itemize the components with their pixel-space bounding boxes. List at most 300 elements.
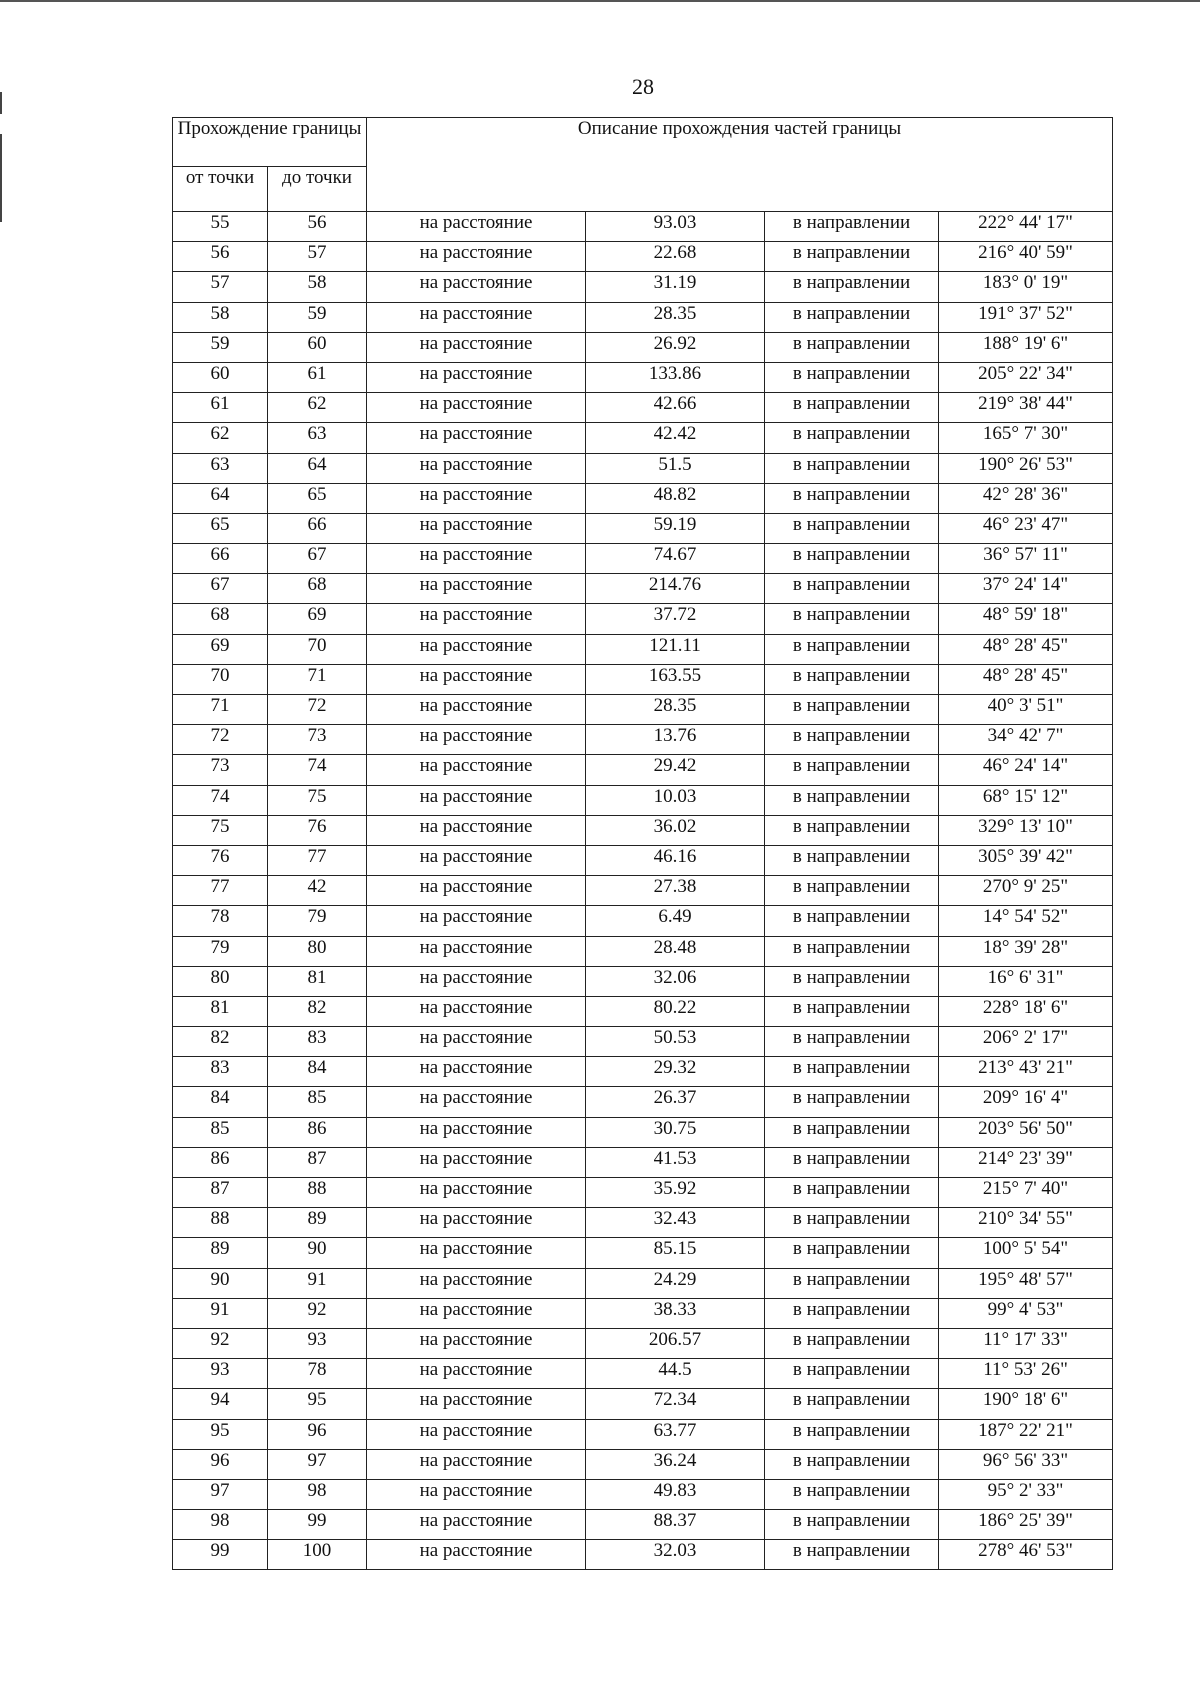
cell-to-point: 74 xyxy=(268,755,367,785)
cell-distance: 80.22 xyxy=(586,996,765,1026)
cell-direction-label: в направлении xyxy=(765,1389,939,1419)
cell-distance: 36.24 xyxy=(586,1449,765,1479)
cell-bearing: 278° 46' 53" xyxy=(939,1540,1113,1570)
cell-direction-label: в направлении xyxy=(765,362,939,392)
cell-distance-label: на расстояние xyxy=(367,1147,586,1177)
cell-bearing: 209° 16' 4" xyxy=(939,1087,1113,1117)
cell-from-point: 87 xyxy=(173,1178,268,1208)
cell-distance: 37.72 xyxy=(586,604,765,634)
cell-distance: 26.92 xyxy=(586,332,765,362)
cell-distance: 214.76 xyxy=(586,574,765,604)
cell-direction-label: в направлении xyxy=(765,845,939,875)
cell-direction-label: в направлении xyxy=(765,1087,939,1117)
cell-to-point: 57 xyxy=(268,242,367,272)
cell-distance-label: на расстояние xyxy=(367,1479,586,1509)
cell-bearing: 210° 34' 55" xyxy=(939,1208,1113,1238)
cell-to-point: 99 xyxy=(268,1510,367,1540)
cell-to-point: 56 xyxy=(268,212,367,242)
cell-direction-label: в направлении xyxy=(765,544,939,574)
cell-direction-label: в направлении xyxy=(765,242,939,272)
cell-to-point: 80 xyxy=(268,936,367,966)
cell-bearing: 40° 3' 51" xyxy=(939,695,1113,725)
cell-to-point: 63 xyxy=(268,423,367,453)
cell-from-point: 91 xyxy=(173,1298,268,1328)
table-row xyxy=(173,725,1113,755)
cell-distance: 32.06 xyxy=(586,966,765,996)
cell-direction-label: в направлении xyxy=(765,453,939,483)
cell-distance-label: на расстояние xyxy=(367,1117,586,1147)
cell-bearing: 95° 2' 33" xyxy=(939,1479,1113,1509)
cell-to-point: 87 xyxy=(268,1147,367,1177)
cell-from-point: 92 xyxy=(173,1328,268,1358)
header-passage: Прохождение границы xyxy=(173,118,367,167)
cell-distance: 59.19 xyxy=(586,513,765,543)
cell-bearing: 203° 56' 50" xyxy=(939,1117,1113,1147)
cell-direction-label: в направлении xyxy=(765,1298,939,1328)
cell-bearing: 37° 24' 14" xyxy=(939,574,1113,604)
cell-distance: 24.29 xyxy=(586,1268,765,1298)
cell-direction-label: в направлении xyxy=(765,966,939,996)
cell-distance-label: на расстояние xyxy=(367,755,586,785)
cell-distance-label: на расстояние xyxy=(367,332,586,362)
cell-to-point: 85 xyxy=(268,1087,367,1117)
cell-direction-label: в направлении xyxy=(765,1510,939,1540)
header-from-point: от точки xyxy=(173,167,268,212)
cell-distance: 32.03 xyxy=(586,1540,765,1570)
cell-distance: 32.43 xyxy=(586,1208,765,1238)
cell-bearing: 11° 53' 26" xyxy=(939,1359,1113,1389)
cell-distance: 51.5 xyxy=(586,453,765,483)
cell-bearing: 18° 39' 28" xyxy=(939,936,1113,966)
table-row xyxy=(173,332,1113,362)
cell-to-point: 72 xyxy=(268,695,367,725)
cell-bearing: 48° 28' 45" xyxy=(939,664,1113,694)
cell-distance-label: на расстояние xyxy=(367,393,586,423)
cell-distance-label: на расстояние xyxy=(367,996,586,1026)
cell-from-point: 62 xyxy=(173,423,268,453)
cell-to-point: 65 xyxy=(268,483,367,513)
cell-from-point: 67 xyxy=(173,574,268,604)
cell-distance: 22.68 xyxy=(586,242,765,272)
table-row xyxy=(173,1117,1113,1147)
cell-distance-label: на расстояние xyxy=(367,725,586,755)
table-row xyxy=(173,212,1113,242)
table-row xyxy=(173,785,1113,815)
table-row xyxy=(173,272,1113,302)
cell-direction-label: в направлении xyxy=(765,1117,939,1147)
cell-direction-label: в направлении xyxy=(765,664,939,694)
cell-to-point: 90 xyxy=(268,1238,367,1268)
cell-distance-label: на расстояние xyxy=(367,1298,586,1328)
table-row xyxy=(173,634,1113,664)
cell-to-point: 79 xyxy=(268,906,367,936)
cell-distance-label: на расстояние xyxy=(367,212,586,242)
cell-distance: 49.83 xyxy=(586,1479,765,1509)
cell-distance: 44.5 xyxy=(586,1359,765,1389)
table-body xyxy=(173,212,1113,1570)
cell-from-point: 66 xyxy=(173,544,268,574)
cell-bearing: 99° 4' 53" xyxy=(939,1298,1113,1328)
cell-direction-label: в направлении xyxy=(765,695,939,725)
cell-to-point: 73 xyxy=(268,725,367,755)
cell-distance: 27.38 xyxy=(586,876,765,906)
cell-direction-label: в направлении xyxy=(765,1057,939,1087)
cell-distance: 85.15 xyxy=(586,1238,765,1268)
cell-to-point: 97 xyxy=(268,1449,367,1479)
cell-distance-label: на расстояние xyxy=(367,1027,586,1057)
cell-from-point: 95 xyxy=(173,1419,268,1449)
cell-to-point: 82 xyxy=(268,996,367,1026)
cell-to-point: 91 xyxy=(268,1268,367,1298)
cell-distance-label: на расстояние xyxy=(367,272,586,302)
cell-from-point: 79 xyxy=(173,936,268,966)
cell-direction-label: в направлении xyxy=(765,906,939,936)
cell-distance-label: на расстояние xyxy=(367,574,586,604)
cell-to-point: 69 xyxy=(268,604,367,634)
cell-to-point: 95 xyxy=(268,1389,367,1419)
cell-distance: 41.53 xyxy=(586,1147,765,1177)
cell-direction-label: в направлении xyxy=(765,876,939,906)
cell-bearing: 329° 13' 10" xyxy=(939,815,1113,845)
cell-to-point: 59 xyxy=(268,302,367,332)
cell-bearing: 96° 56' 33" xyxy=(939,1449,1113,1479)
cell-bearing: 190° 26' 53" xyxy=(939,453,1113,483)
cell-from-point: 57 xyxy=(173,272,268,302)
cell-distance-label: на расстояние xyxy=(367,1449,586,1479)
scan-top-edge xyxy=(0,0,1200,2)
cell-direction-label: в направлении xyxy=(765,725,939,755)
table-row xyxy=(173,362,1113,392)
cell-distance-label: на расстояние xyxy=(367,544,586,574)
cell-distance-label: на расстояние xyxy=(367,453,586,483)
cell-from-point: 84 xyxy=(173,1087,268,1117)
cell-distance: 42.42 xyxy=(586,423,765,453)
table-row xyxy=(173,1087,1113,1117)
header-description: Описание прохождения частей границы xyxy=(367,118,1113,212)
cell-bearing: 215° 7' 40" xyxy=(939,1178,1113,1208)
cell-distance: 29.32 xyxy=(586,1057,765,1087)
cell-distance-label: на расстояние xyxy=(367,664,586,694)
cell-distance-label: на расстояние xyxy=(367,876,586,906)
table-row xyxy=(173,1510,1113,1540)
cell-from-point: 89 xyxy=(173,1238,268,1268)
cell-distance: 133.86 xyxy=(586,362,765,392)
cell-bearing: 205° 22' 34" xyxy=(939,362,1113,392)
cell-to-point: 60 xyxy=(268,332,367,362)
cell-distance: 48.82 xyxy=(586,483,765,513)
cell-distance-label: на расстояние xyxy=(367,1087,586,1117)
table-row xyxy=(173,1057,1113,1087)
table-row xyxy=(173,664,1113,694)
cell-bearing: 206° 2' 17" xyxy=(939,1027,1113,1057)
table-row xyxy=(173,513,1113,543)
cell-bearing: 305° 39' 42" xyxy=(939,845,1113,875)
cell-direction-label: в направлении xyxy=(765,815,939,845)
cell-bearing: 270° 9' 25" xyxy=(939,876,1113,906)
cell-from-point: 81 xyxy=(173,996,268,1026)
cell-distance-label: на расстояние xyxy=(367,483,586,513)
cell-direction-label: в направлении xyxy=(765,1328,939,1358)
cell-to-point: 88 xyxy=(268,1178,367,1208)
cell-from-point: 96 xyxy=(173,1449,268,1479)
table-row xyxy=(173,1328,1113,1358)
cell-bearing: 14° 54' 52" xyxy=(939,906,1113,936)
cell-to-point: 64 xyxy=(268,453,367,483)
cell-distance-label: на расстояние xyxy=(367,1208,586,1238)
page-number: 28 xyxy=(632,74,654,99)
cell-distance-label: на расстояние xyxy=(367,1057,586,1087)
cell-to-point: 77 xyxy=(268,845,367,875)
table-row xyxy=(173,1178,1113,1208)
cell-distance-label: на расстояние xyxy=(367,695,586,725)
cell-to-point: 89 xyxy=(268,1208,367,1238)
cell-bearing: 187° 22' 21" xyxy=(939,1419,1113,1449)
cell-from-point: 86 xyxy=(173,1147,268,1177)
cell-distance: 121.11 xyxy=(586,634,765,664)
cell-to-point: 78 xyxy=(268,1359,367,1389)
cell-to-point: 42 xyxy=(268,876,367,906)
cell-direction-label: в направлении xyxy=(765,1147,939,1177)
cell-from-point: 71 xyxy=(173,695,268,725)
cell-from-point: 99 xyxy=(173,1540,268,1570)
table-row xyxy=(173,393,1113,423)
cell-bearing: 213° 43' 21" xyxy=(939,1057,1113,1087)
cell-from-point: 65 xyxy=(173,513,268,543)
cell-bearing: 46° 23' 47" xyxy=(939,513,1113,543)
cell-distance-label: на расстояние xyxy=(367,845,586,875)
cell-distance: 31.19 xyxy=(586,272,765,302)
cell-from-point: 56 xyxy=(173,242,268,272)
cell-direction-label: в направлении xyxy=(765,996,939,1026)
cell-distance: 93.03 xyxy=(586,212,765,242)
cell-to-point: 71 xyxy=(268,664,367,694)
cell-to-point: 62 xyxy=(268,393,367,423)
cell-bearing: 195° 48' 57" xyxy=(939,1268,1113,1298)
cell-to-point: 83 xyxy=(268,1027,367,1057)
cell-distance: 88.37 xyxy=(586,1510,765,1540)
table-row xyxy=(173,1147,1113,1177)
cell-distance: 38.33 xyxy=(586,1298,765,1328)
cell-distance: 72.34 xyxy=(586,1389,765,1419)
cell-from-point: 74 xyxy=(173,785,268,815)
table-row xyxy=(173,1359,1113,1389)
cell-distance-label: на расстояние xyxy=(367,936,586,966)
cell-distance-label: на расстояние xyxy=(367,362,586,392)
cell-bearing: 100° 5' 54" xyxy=(939,1238,1113,1268)
cell-bearing: 11° 17' 33" xyxy=(939,1328,1113,1358)
table-row xyxy=(173,1479,1113,1509)
cell-distance: 206.57 xyxy=(586,1328,765,1358)
table-row xyxy=(173,483,1113,513)
cell-direction-label: в направлении xyxy=(765,1178,939,1208)
cell-distance-label: на расстояние xyxy=(367,1510,586,1540)
cell-bearing: 188° 19' 6" xyxy=(939,332,1113,362)
cell-distance-label: на расстояние xyxy=(367,1389,586,1419)
cell-direction-label: в направлении xyxy=(765,574,939,604)
cell-from-point: 80 xyxy=(173,966,268,996)
cell-direction-label: в направлении xyxy=(765,1449,939,1479)
table-header xyxy=(173,118,1113,212)
cell-to-point: 98 xyxy=(268,1479,367,1509)
cell-to-point: 67 xyxy=(268,544,367,574)
cell-distance-label: на расстояние xyxy=(367,242,586,272)
cell-distance: 13.76 xyxy=(586,725,765,755)
cell-from-point: 98 xyxy=(173,1510,268,1540)
cell-direction-label: в направлении xyxy=(765,393,939,423)
cell-from-point: 77 xyxy=(173,876,268,906)
cell-from-point: 55 xyxy=(173,212,268,242)
cell-to-point: 66 xyxy=(268,513,367,543)
table-row xyxy=(173,996,1113,1026)
cell-to-point: 75 xyxy=(268,785,367,815)
cell-distance: 63.77 xyxy=(586,1419,765,1449)
table-row xyxy=(173,1540,1113,1570)
cell-from-point: 60 xyxy=(173,362,268,392)
cell-direction-label: в направлении xyxy=(765,483,939,513)
cell-distance-label: на расстояние xyxy=(367,815,586,845)
cell-from-point: 75 xyxy=(173,815,268,845)
cell-to-point: 93 xyxy=(268,1328,367,1358)
table-row xyxy=(173,1389,1113,1419)
cell-bearing: 46° 24' 14" xyxy=(939,755,1113,785)
cell-bearing: 186° 25' 39" xyxy=(939,1510,1113,1540)
table-row xyxy=(173,876,1113,906)
cell-distance: 28.35 xyxy=(586,302,765,332)
cell-to-point: 96 xyxy=(268,1419,367,1449)
table-row xyxy=(173,936,1113,966)
cell-direction-label: в направлении xyxy=(765,272,939,302)
cell-distance: 10.03 xyxy=(586,785,765,815)
cell-bearing: 42° 28' 36" xyxy=(939,483,1113,513)
cell-direction-label: в направлении xyxy=(765,1027,939,1057)
table-row xyxy=(173,423,1113,453)
cell-distance-label: на расстояние xyxy=(367,604,586,634)
cell-from-point: 64 xyxy=(173,483,268,513)
table-row xyxy=(173,1419,1113,1449)
cell-direction-label: в направлении xyxy=(765,212,939,242)
cell-from-point: 88 xyxy=(173,1208,268,1238)
table-row xyxy=(173,906,1113,936)
cell-distance: 29.42 xyxy=(586,755,765,785)
cell-direction-label: в направлении xyxy=(765,1540,939,1570)
cell-distance-label: на расстояние xyxy=(367,1268,586,1298)
scan-left-mark xyxy=(0,134,2,222)
cell-direction-label: в направлении xyxy=(765,604,939,634)
cell-distance: 163.55 xyxy=(586,664,765,694)
cell-bearing: 34° 42' 7" xyxy=(939,725,1113,755)
cell-direction-label: в направлении xyxy=(765,332,939,362)
cell-from-point: 73 xyxy=(173,755,268,785)
cell-direction-label: в направлении xyxy=(765,1208,939,1238)
cell-from-point: 61 xyxy=(173,393,268,423)
table-row xyxy=(173,845,1113,875)
cell-distance-label: на расстояние xyxy=(367,906,586,936)
cell-from-point: 94 xyxy=(173,1389,268,1419)
cell-bearing: 191° 37' 52" xyxy=(939,302,1113,332)
header-to-point: до точки xyxy=(268,167,367,212)
cell-distance: 30.75 xyxy=(586,1117,765,1147)
cell-distance-label: на расстояние xyxy=(367,1540,586,1570)
cell-direction-label: в направлении xyxy=(765,423,939,453)
table-row xyxy=(173,695,1113,725)
table-row xyxy=(173,1027,1113,1057)
cell-bearing: 48° 59' 18" xyxy=(939,604,1113,634)
cell-distance: 6.49 xyxy=(586,906,765,936)
cell-to-point: 58 xyxy=(268,272,367,302)
cell-bearing: 228° 18' 6" xyxy=(939,996,1113,1026)
cell-bearing: 216° 40' 59" xyxy=(939,242,1113,272)
cell-to-point: 61 xyxy=(268,362,367,392)
cell-from-point: 97 xyxy=(173,1479,268,1509)
cell-from-point: 82 xyxy=(173,1027,268,1057)
table-row xyxy=(173,1208,1113,1238)
table-row xyxy=(173,453,1113,483)
cell-direction-label: в направлении xyxy=(765,513,939,543)
cell-to-point: 76 xyxy=(268,815,367,845)
table-row xyxy=(173,1268,1113,1298)
table-row xyxy=(173,815,1113,845)
cell-from-point: 58 xyxy=(173,302,268,332)
table-row xyxy=(173,1449,1113,1479)
cell-direction-label: в направлении xyxy=(765,634,939,664)
cell-to-point: 92 xyxy=(268,1298,367,1328)
cell-bearing: 48° 28' 45" xyxy=(939,634,1113,664)
table-row xyxy=(173,1298,1113,1328)
cell-to-point: 70 xyxy=(268,634,367,664)
cell-distance: 74.67 xyxy=(586,544,765,574)
cell-from-point: 68 xyxy=(173,604,268,634)
cell-from-point: 59 xyxy=(173,332,268,362)
cell-from-point: 76 xyxy=(173,845,268,875)
cell-to-point: 68 xyxy=(268,574,367,604)
cell-bearing: 16° 6' 31" xyxy=(939,966,1113,996)
cell-distance: 28.48 xyxy=(586,936,765,966)
cell-distance-label: на расстояние xyxy=(367,1328,586,1358)
table-row xyxy=(173,604,1113,634)
cell-from-point: 85 xyxy=(173,1117,268,1147)
cell-bearing: 183° 0' 19" xyxy=(939,272,1113,302)
table-row xyxy=(173,302,1113,332)
cell-from-point: 93 xyxy=(173,1359,268,1389)
cell-direction-label: в направлении xyxy=(765,1238,939,1268)
cell-distance: 42.66 xyxy=(586,393,765,423)
cell-bearing: 222° 44' 17" xyxy=(939,212,1113,242)
cell-distance-label: на расстояние xyxy=(367,966,586,996)
cell-distance: 28.35 xyxy=(586,695,765,725)
table-row xyxy=(173,242,1113,272)
cell-distance-label: на расстояние xyxy=(367,1359,586,1389)
cell-bearing: 165° 7' 30" xyxy=(939,423,1113,453)
cell-distance-label: на расстояние xyxy=(367,423,586,453)
table-row xyxy=(173,574,1113,604)
table-row xyxy=(173,544,1113,574)
table-row xyxy=(173,1238,1113,1268)
cell-distance: 35.92 xyxy=(586,1178,765,1208)
cell-distance: 36.02 xyxy=(586,815,765,845)
cell-distance: 26.37 xyxy=(586,1087,765,1117)
cell-distance: 50.53 xyxy=(586,1027,765,1057)
cell-distance: 46.16 xyxy=(586,845,765,875)
cell-to-point: 81 xyxy=(268,966,367,996)
cell-from-point: 63 xyxy=(173,453,268,483)
cell-distance-label: на расстояние xyxy=(367,513,586,543)
cell-distance-label: на расстояние xyxy=(367,785,586,815)
cell-direction-label: в направлении xyxy=(765,302,939,332)
cell-from-point: 83 xyxy=(173,1057,268,1087)
cell-from-point: 78 xyxy=(173,906,268,936)
cell-bearing: 190° 18' 6" xyxy=(939,1389,1113,1419)
cell-distance-label: на расстояние xyxy=(367,1178,586,1208)
